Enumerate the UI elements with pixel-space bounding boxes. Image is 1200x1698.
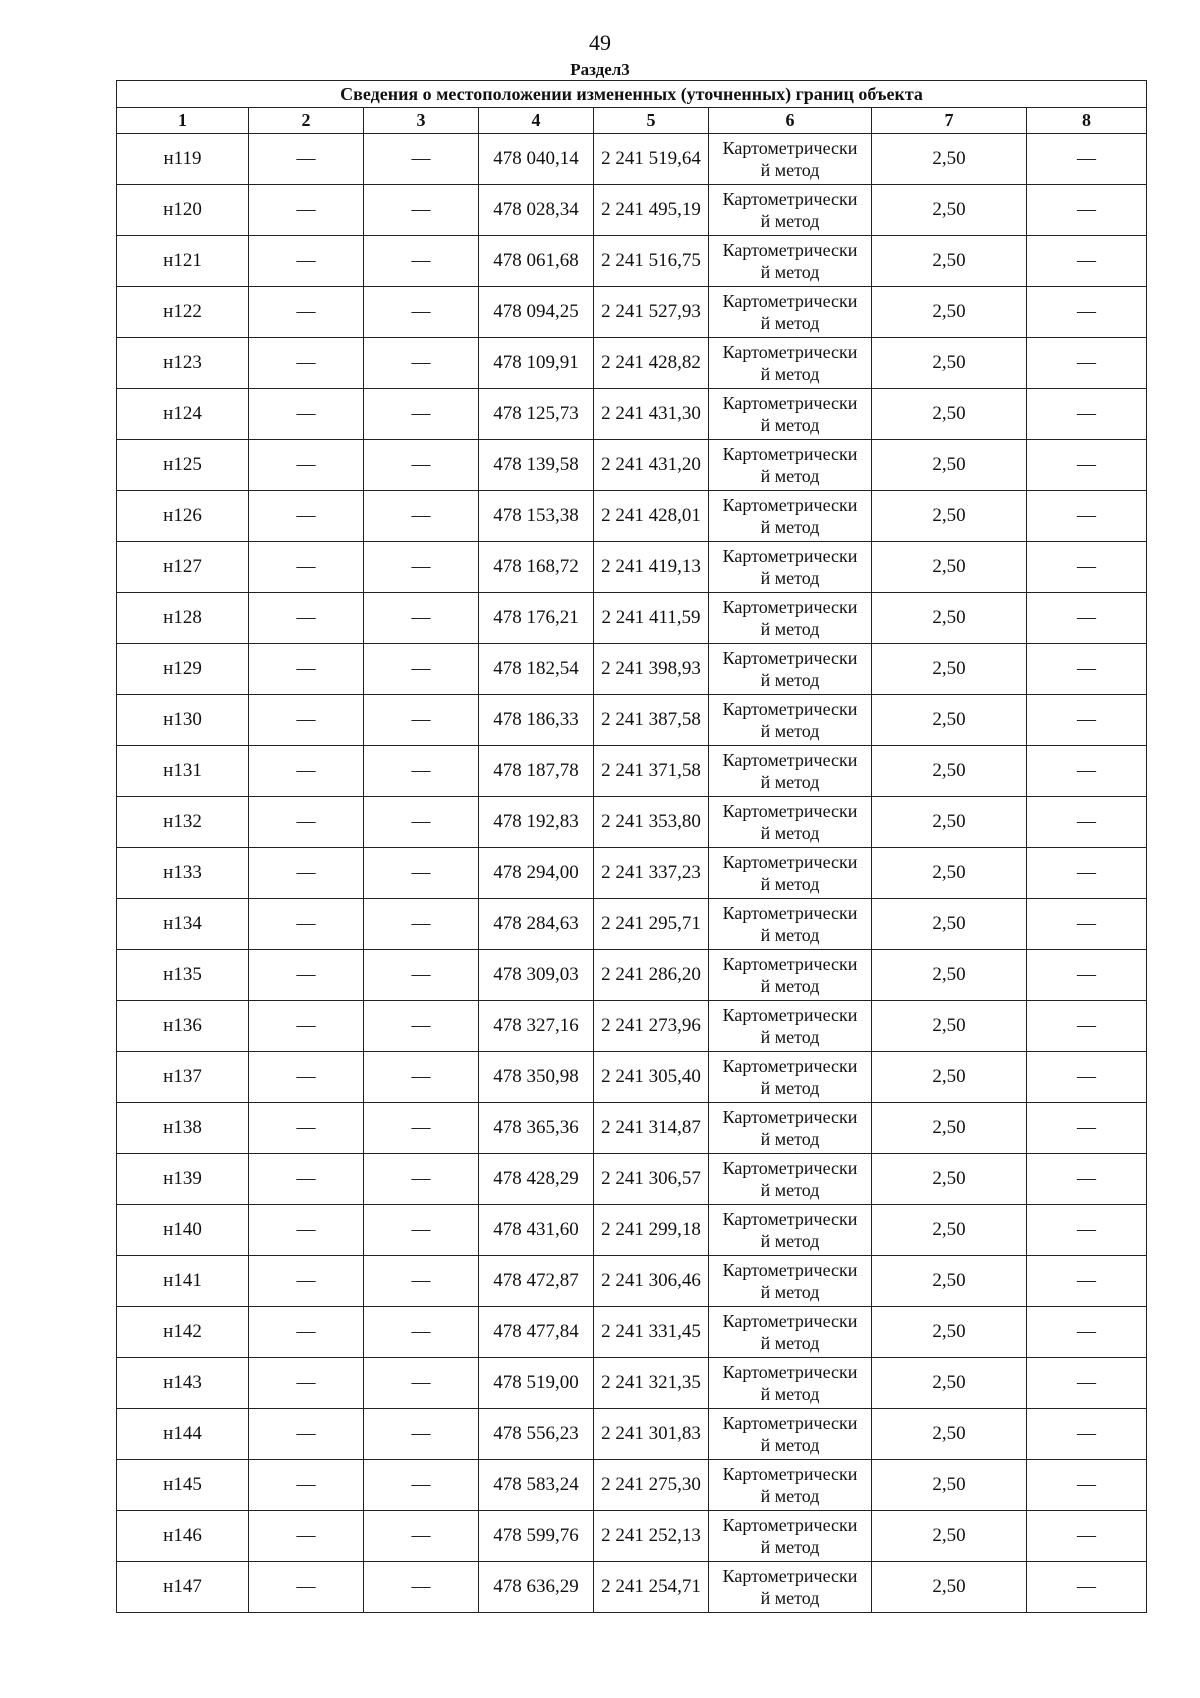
- x-coordinate-cell: 478 139,58: [479, 440, 594, 491]
- empty-dash-cell: —: [364, 389, 479, 440]
- table-row: [117, 899, 1147, 950]
- y-coordinate-cell: 2 241 306,57: [594, 1154, 709, 1205]
- method-cell: Картометрически й метод: [709, 1307, 872, 1358]
- empty-dash-cell: —: [1027, 1001, 1147, 1052]
- accuracy-cell: 2,50: [872, 1052, 1027, 1103]
- x-coordinate-cell: 478 109,91: [479, 338, 594, 389]
- empty-dash-cell: —: [249, 338, 364, 389]
- table-row: [117, 644, 1147, 695]
- point-number-cell: н146: [117, 1511, 249, 1562]
- empty-dash-cell: —: [364, 1307, 479, 1358]
- empty-dash-cell: —: [249, 1562, 364, 1613]
- y-coordinate-cell: 2 241 321,35: [594, 1358, 709, 1409]
- table-row: [117, 134, 1147, 185]
- table-row: [117, 1052, 1147, 1103]
- empty-dash-cell: —: [364, 746, 479, 797]
- column-number: 5: [594, 108, 709, 134]
- method-cell: Картометрически й метод: [709, 593, 872, 644]
- accuracy-cell: 2,50: [872, 389, 1027, 440]
- empty-dash-cell: —: [1027, 848, 1147, 899]
- empty-dash-cell: —: [1027, 287, 1147, 338]
- accuracy-cell: 2,50: [872, 491, 1027, 542]
- y-coordinate-cell: 2 241 295,71: [594, 899, 709, 950]
- empty-dash-cell: —: [249, 1103, 364, 1154]
- point-number-cell: н130: [117, 695, 249, 746]
- empty-dash-cell: —: [1027, 746, 1147, 797]
- table-row: [117, 746, 1147, 797]
- empty-dash-cell: —: [1027, 797, 1147, 848]
- empty-dash-cell: —: [364, 236, 479, 287]
- x-coordinate-cell: 478 186,33: [479, 695, 594, 746]
- column-number: 1: [117, 108, 249, 134]
- empty-dash-cell: —: [249, 1052, 364, 1103]
- y-coordinate-cell: 2 241 305,40: [594, 1052, 709, 1103]
- y-coordinate-cell: 2 241 273,96: [594, 1001, 709, 1052]
- point-number-cell: н124: [117, 389, 249, 440]
- x-coordinate-cell: 478 477,84: [479, 1307, 594, 1358]
- empty-dash-cell: —: [249, 848, 364, 899]
- x-coordinate-cell: 478 176,21: [479, 593, 594, 644]
- empty-dash-cell: —: [249, 134, 364, 185]
- table-row: [117, 287, 1147, 338]
- table-row: [117, 797, 1147, 848]
- table-row: [117, 542, 1147, 593]
- empty-dash-cell: —: [1027, 899, 1147, 950]
- table-row: [117, 338, 1147, 389]
- point-number-cell: н131: [117, 746, 249, 797]
- x-coordinate-cell: 478 040,14: [479, 134, 594, 185]
- y-coordinate-cell: 2 241 371,58: [594, 746, 709, 797]
- x-coordinate-cell: 478 168,72: [479, 542, 594, 593]
- y-coordinate-cell: 2 241 353,80: [594, 797, 709, 848]
- x-coordinate-cell: 478 153,38: [479, 491, 594, 542]
- table-row: [117, 1460, 1147, 1511]
- empty-dash-cell: —: [249, 1205, 364, 1256]
- empty-dash-cell: —: [249, 1154, 364, 1205]
- empty-dash-cell: —: [364, 1511, 479, 1562]
- table-row: [117, 1205, 1147, 1256]
- method-cell: Картометрически й метод: [709, 644, 872, 695]
- method-cell: Картометрически й метод: [709, 1460, 872, 1511]
- accuracy-cell: 2,50: [872, 746, 1027, 797]
- y-coordinate-cell: 2 241 411,59: [594, 593, 709, 644]
- empty-dash-cell: —: [249, 1001, 364, 1052]
- x-coordinate-cell: 478 187,78: [479, 746, 594, 797]
- empty-dash-cell: —: [1027, 1307, 1147, 1358]
- empty-dash-cell: —: [1027, 1409, 1147, 1460]
- empty-dash-cell: —: [364, 542, 479, 593]
- y-coordinate-cell: 2 241 387,58: [594, 695, 709, 746]
- method-cell: Картометрически й метод: [709, 1052, 872, 1103]
- page-number: 49: [589, 30, 611, 55]
- empty-dash-cell: —: [1027, 1256, 1147, 1307]
- accuracy-cell: 2,50: [872, 1256, 1027, 1307]
- accuracy-cell: 2,50: [872, 1562, 1027, 1613]
- empty-dash-cell: —: [249, 491, 364, 542]
- y-coordinate-cell: 2 241 286,20: [594, 950, 709, 1001]
- empty-dash-cell: —: [364, 1562, 479, 1613]
- method-cell: Картометрически й метод: [709, 185, 872, 236]
- empty-dash-cell: —: [249, 1307, 364, 1358]
- accuracy-cell: 2,50: [872, 236, 1027, 287]
- column-number: 2: [249, 108, 364, 134]
- method-cell: Картометрически й метод: [709, 1511, 872, 1562]
- x-coordinate-cell: 478 182,54: [479, 644, 594, 695]
- x-coordinate-cell: 478 583,24: [479, 1460, 594, 1511]
- point-number-cell: н134: [117, 899, 249, 950]
- table-row: [117, 1103, 1147, 1154]
- empty-dash-cell: —: [249, 542, 364, 593]
- x-coordinate-cell: 478 294,00: [479, 848, 594, 899]
- point-number-cell: н129: [117, 644, 249, 695]
- empty-dash-cell: —: [364, 1256, 479, 1307]
- accuracy-cell: 2,50: [872, 1307, 1027, 1358]
- empty-dash-cell: —: [1027, 695, 1147, 746]
- accuracy-cell: 2,50: [872, 1103, 1027, 1154]
- y-coordinate-cell: 2 241 428,82: [594, 338, 709, 389]
- x-coordinate-cell: 478 636,29: [479, 1562, 594, 1613]
- y-coordinate-cell: 2 241 495,19: [594, 185, 709, 236]
- table-row: [117, 389, 1147, 440]
- table-row: [117, 1511, 1147, 1562]
- x-coordinate-cell: 478 284,63: [479, 899, 594, 950]
- point-number-cell: н123: [117, 338, 249, 389]
- empty-dash-cell: —: [1027, 542, 1147, 593]
- y-coordinate-cell: 2 241 419,13: [594, 542, 709, 593]
- y-coordinate-cell: 2 241 527,93: [594, 287, 709, 338]
- empty-dash-cell: —: [364, 1409, 479, 1460]
- empty-dash-cell: —: [249, 440, 364, 491]
- accuracy-cell: 2,50: [872, 950, 1027, 1001]
- accuracy-cell: 2,50: [872, 899, 1027, 950]
- table-row: [117, 1001, 1147, 1052]
- empty-dash-cell: —: [249, 1460, 364, 1511]
- point-number-cell: н139: [117, 1154, 249, 1205]
- x-coordinate-cell: 478 365,36: [479, 1103, 594, 1154]
- empty-dash-cell: —: [249, 1409, 364, 1460]
- method-cell: Картометрически й метод: [709, 1103, 872, 1154]
- y-coordinate-cell: 2 241 516,75: [594, 236, 709, 287]
- accuracy-cell: 2,50: [872, 338, 1027, 389]
- y-coordinate-cell: 2 241 254,71: [594, 1562, 709, 1613]
- accuracy-cell: 2,50: [872, 797, 1027, 848]
- method-cell: Картометрически й метод: [709, 1358, 872, 1409]
- method-cell: Картометрически й метод: [709, 1256, 872, 1307]
- x-coordinate-cell: 478 028,34: [479, 185, 594, 236]
- method-cell: Картометрически й метод: [709, 542, 872, 593]
- empty-dash-cell: —: [249, 185, 364, 236]
- point-number-cell: н133: [117, 848, 249, 899]
- y-coordinate-cell: 2 241 428,01: [594, 491, 709, 542]
- empty-dash-cell: —: [1027, 1052, 1147, 1103]
- x-coordinate-cell: 478 472,87: [479, 1256, 594, 1307]
- column-number: 3: [364, 108, 479, 134]
- table-row: [117, 1154, 1147, 1205]
- accuracy-cell: 2,50: [872, 848, 1027, 899]
- x-coordinate-cell: 478 094,25: [479, 287, 594, 338]
- x-coordinate-cell: 478 428,29: [479, 1154, 594, 1205]
- table-caption-row: [117, 81, 1147, 108]
- x-coordinate-cell: 478 519,00: [479, 1358, 594, 1409]
- empty-dash-cell: —: [249, 644, 364, 695]
- empty-dash-cell: —: [1027, 1205, 1147, 1256]
- table-row: [117, 1409, 1147, 1460]
- method-cell: Картометрически й метод: [709, 1001, 872, 1052]
- empty-dash-cell: —: [1027, 1460, 1147, 1511]
- empty-dash-cell: —: [249, 389, 364, 440]
- accuracy-cell: 2,50: [872, 134, 1027, 185]
- empty-dash-cell: —: [364, 185, 479, 236]
- empty-dash-cell: —: [1027, 338, 1147, 389]
- empty-dash-cell: —: [249, 899, 364, 950]
- y-coordinate-cell: 2 241 431,30: [594, 389, 709, 440]
- point-number-cell: н137: [117, 1052, 249, 1103]
- point-number-cell: н142: [117, 1307, 249, 1358]
- x-coordinate-cell: 478 556,23: [479, 1409, 594, 1460]
- empty-dash-cell: —: [249, 287, 364, 338]
- method-cell: Картометрически й метод: [709, 1409, 872, 1460]
- empty-dash-cell: —: [249, 1511, 364, 1562]
- y-coordinate-cell: 2 241 252,13: [594, 1511, 709, 1562]
- empty-dash-cell: —: [1027, 1103, 1147, 1154]
- empty-dash-cell: —: [364, 797, 479, 848]
- empty-dash-cell: —: [1027, 1358, 1147, 1409]
- empty-dash-cell: —: [1027, 1562, 1147, 1613]
- point-number-cell: н143: [117, 1358, 249, 1409]
- column-number: 4: [479, 108, 594, 134]
- empty-dash-cell: —: [249, 746, 364, 797]
- method-cell: Картометрически й метод: [709, 848, 872, 899]
- x-coordinate-cell: 478 327,16: [479, 1001, 594, 1052]
- empty-dash-cell: —: [1027, 134, 1147, 185]
- x-coordinate-cell: 478 431,60: [479, 1205, 594, 1256]
- y-coordinate-cell: 2 241 519,64: [594, 134, 709, 185]
- y-coordinate-cell: 2 241 398,93: [594, 644, 709, 695]
- empty-dash-cell: —: [364, 338, 479, 389]
- accuracy-cell: 2,50: [872, 440, 1027, 491]
- method-cell: Картометрически й метод: [709, 797, 872, 848]
- method-cell: Картометрически й метод: [709, 950, 872, 1001]
- empty-dash-cell: —: [364, 440, 479, 491]
- x-coordinate-cell: 478 125,73: [479, 389, 594, 440]
- section-title: Раздел3: [570, 60, 630, 79]
- empty-dash-cell: —: [1027, 950, 1147, 1001]
- point-number-cell: н140: [117, 1205, 249, 1256]
- y-coordinate-cell: 2 241 331,45: [594, 1307, 709, 1358]
- empty-dash-cell: —: [1027, 389, 1147, 440]
- empty-dash-cell: —: [364, 695, 479, 746]
- empty-dash-cell: —: [1027, 644, 1147, 695]
- empty-dash-cell: —: [364, 593, 479, 644]
- table-row: [117, 950, 1147, 1001]
- y-coordinate-cell: 2 241 337,23: [594, 848, 709, 899]
- empty-dash-cell: —: [1027, 593, 1147, 644]
- accuracy-cell: 2,50: [872, 1205, 1027, 1256]
- empty-dash-cell: —: [1027, 1511, 1147, 1562]
- y-coordinate-cell: 2 241 306,46: [594, 1256, 709, 1307]
- empty-dash-cell: —: [249, 950, 364, 1001]
- empty-dash-cell: —: [364, 644, 479, 695]
- empty-dash-cell: —: [364, 1103, 479, 1154]
- empty-dash-cell: —: [1027, 1154, 1147, 1205]
- empty-dash-cell: —: [364, 1460, 479, 1511]
- coordinates-table: [116, 80, 1147, 1613]
- empty-dash-cell: —: [364, 1358, 479, 1409]
- table-row: [117, 1358, 1147, 1409]
- column-number: 6: [709, 108, 872, 134]
- point-number-cell: н126: [117, 491, 249, 542]
- y-coordinate-cell: 2 241 301,83: [594, 1409, 709, 1460]
- method-cell: Картометрически й метод: [709, 389, 872, 440]
- empty-dash-cell: —: [364, 899, 479, 950]
- table-row: [117, 695, 1147, 746]
- empty-dash-cell: —: [1027, 185, 1147, 236]
- method-cell: Картометрически й метод: [709, 746, 872, 797]
- y-coordinate-cell: 2 241 275,30: [594, 1460, 709, 1511]
- empty-dash-cell: —: [1027, 440, 1147, 491]
- point-number-cell: н125: [117, 440, 249, 491]
- point-number-cell: н135: [117, 950, 249, 1001]
- empty-dash-cell: —: [249, 236, 364, 287]
- y-coordinate-cell: 2 241 299,18: [594, 1205, 709, 1256]
- accuracy-cell: 2,50: [872, 185, 1027, 236]
- x-coordinate-cell: 478 061,68: [479, 236, 594, 287]
- table-row: [117, 491, 1147, 542]
- method-cell: Картометрически й метод: [709, 134, 872, 185]
- accuracy-cell: 2,50: [872, 1409, 1027, 1460]
- table-caption: Сведения о местоположении измененных (уточненных) границ объекта: [117, 81, 1147, 108]
- empty-dash-cell: —: [364, 950, 479, 1001]
- empty-dash-cell: —: [364, 134, 479, 185]
- point-number-cell: н121: [117, 236, 249, 287]
- y-coordinate-cell: 2 241 314,87: [594, 1103, 709, 1154]
- column-numbers-row: [117, 108, 1147, 134]
- method-cell: Картометрически й метод: [709, 236, 872, 287]
- accuracy-cell: 2,50: [872, 287, 1027, 338]
- accuracy-cell: 2,50: [872, 1511, 1027, 1562]
- table-row: [117, 440, 1147, 491]
- empty-dash-cell: —: [249, 593, 364, 644]
- x-coordinate-cell: 478 599,76: [479, 1511, 594, 1562]
- table-row: [117, 1307, 1147, 1358]
- accuracy-cell: 2,50: [872, 1460, 1027, 1511]
- accuracy-cell: 2,50: [872, 542, 1027, 593]
- table-row: [117, 1562, 1147, 1613]
- empty-dash-cell: —: [364, 287, 479, 338]
- table-row: [117, 848, 1147, 899]
- table-row: [117, 185, 1147, 236]
- table-row: [117, 236, 1147, 287]
- accuracy-cell: 2,50: [872, 1154, 1027, 1205]
- empty-dash-cell: —: [249, 1358, 364, 1409]
- empty-dash-cell: —: [364, 1001, 479, 1052]
- table-row: [117, 593, 1147, 644]
- method-cell: Картометрически й метод: [709, 1154, 872, 1205]
- empty-dash-cell: —: [364, 491, 479, 542]
- x-coordinate-cell: 478 192,83: [479, 797, 594, 848]
- method-cell: Картометрически й метод: [709, 1562, 872, 1613]
- accuracy-cell: 2,50: [872, 1358, 1027, 1409]
- x-coordinate-cell: 478 350,98: [479, 1052, 594, 1103]
- method-cell: Картометрически й метод: [709, 899, 872, 950]
- point-number-cell: н136: [117, 1001, 249, 1052]
- point-number-cell: н132: [117, 797, 249, 848]
- accuracy-cell: 2,50: [872, 1001, 1027, 1052]
- point-number-cell: н128: [117, 593, 249, 644]
- empty-dash-cell: —: [364, 1154, 479, 1205]
- y-coordinate-cell: 2 241 431,20: [594, 440, 709, 491]
- empty-dash-cell: —: [1027, 236, 1147, 287]
- empty-dash-cell: —: [249, 1256, 364, 1307]
- table-row: [117, 1256, 1147, 1307]
- accuracy-cell: 2,50: [872, 593, 1027, 644]
- point-number-cell: н145: [117, 1460, 249, 1511]
- point-number-cell: н120: [117, 185, 249, 236]
- empty-dash-cell: —: [364, 848, 479, 899]
- point-number-cell: н119: [117, 134, 249, 185]
- method-cell: Картометрически й метод: [709, 440, 872, 491]
- empty-dash-cell: —: [249, 695, 364, 746]
- empty-dash-cell: —: [364, 1052, 479, 1103]
- empty-dash-cell: —: [249, 797, 364, 848]
- point-number-cell: н127: [117, 542, 249, 593]
- point-number-cell: н147: [117, 1562, 249, 1613]
- point-number-cell: н138: [117, 1103, 249, 1154]
- method-cell: Картометрически й метод: [709, 287, 872, 338]
- method-cell: Картометрически й метод: [709, 695, 872, 746]
- accuracy-cell: 2,50: [872, 644, 1027, 695]
- method-cell: Картометрически й метод: [709, 491, 872, 542]
- point-number-cell: н141: [117, 1256, 249, 1307]
- column-number: 7: [872, 108, 1027, 134]
- method-cell: Картометрически й метод: [709, 338, 872, 389]
- point-number-cell: н144: [117, 1409, 249, 1460]
- method-cell: Картометрически й метод: [709, 1205, 872, 1256]
- table-body: [117, 134, 1147, 1613]
- column-number: 8: [1027, 108, 1147, 134]
- x-coordinate-cell: 478 309,03: [479, 950, 594, 1001]
- empty-dash-cell: —: [1027, 491, 1147, 542]
- point-number-cell: н122: [117, 287, 249, 338]
- empty-dash-cell: —: [364, 1205, 479, 1256]
- accuracy-cell: 2,50: [872, 695, 1027, 746]
